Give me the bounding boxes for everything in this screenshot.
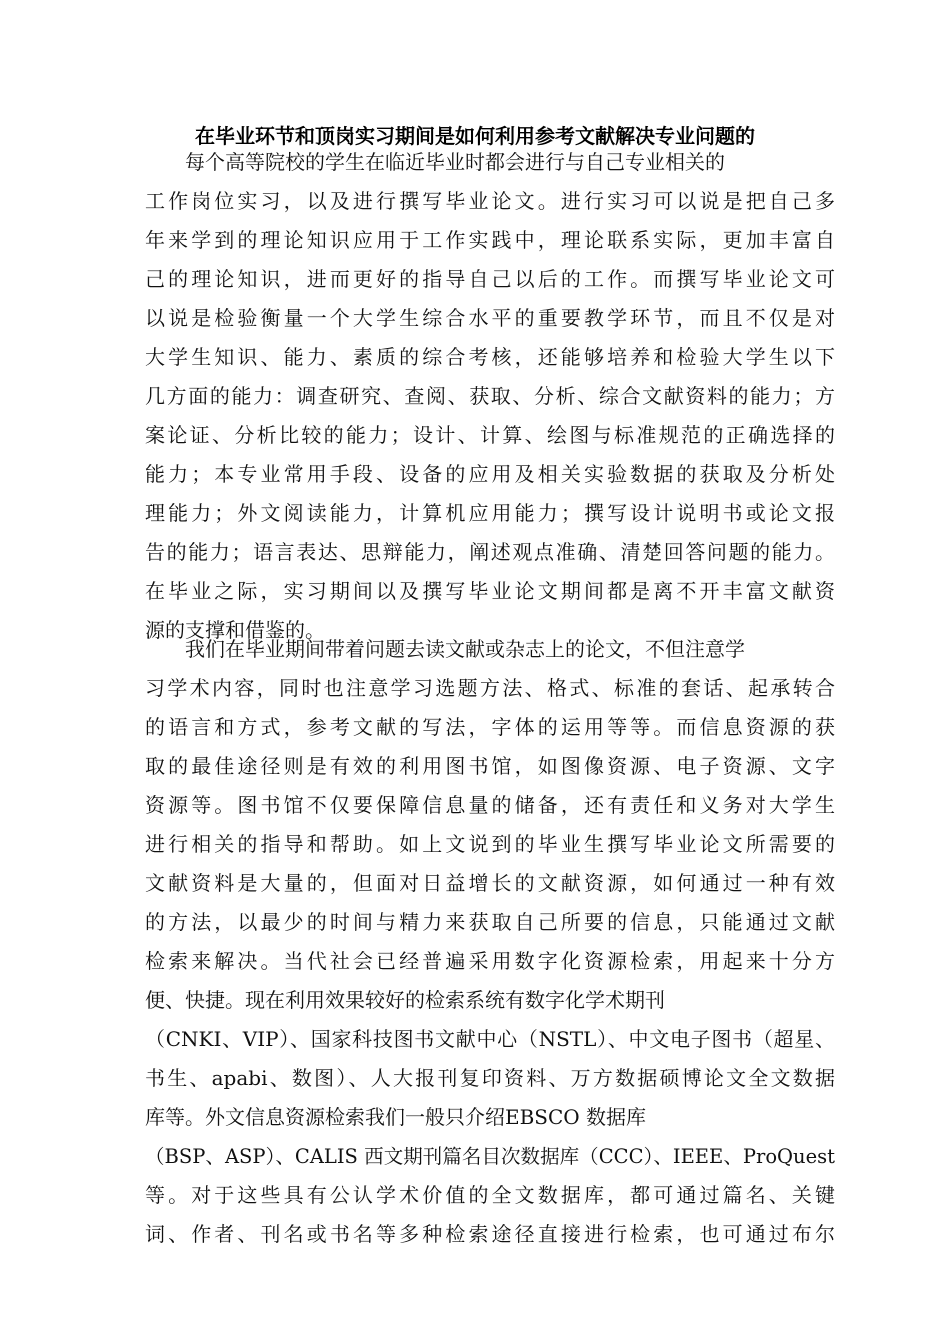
text-line: 库等。外文信息资源检索我们一般只介绍EBSCO 数据库	[145, 1105, 647, 1129]
paragraph-2	[145, 630, 835, 1254]
text-line: 取的最佳途径则是有效的利用图书馆，如图像资源、电子资源、文字	[145, 754, 835, 778]
text-line: 大学生知识、能力、素质的综合考核，还能够培养和检验大学生以下	[145, 345, 835, 369]
text-line: 的方法，以最少的时间与精力来获取自己所要的信息，只能通过文献	[145, 910, 835, 934]
text-line: 词、作者、刊名或书名等多种检索途径直接进行检索，也可通过布尔	[145, 1222, 835, 1246]
text-line: 每个高等院校的学生在临近毕业时都会进行与自己专业相关的	[185, 150, 725, 174]
text-line: 能力；本专业常用手段、设备的应用及相关实验数据的获取及分析处	[145, 462, 835, 486]
text-line: 以说是检验衡量一个大学生综合水平的重要教学环节，而且不仅是对	[145, 306, 835, 330]
text-line: 文献资料是大量的，但面对日益增长的文献资源，如何通过一种有效	[145, 871, 835, 895]
text-line: 在毕业之际，实习期间以及撰写毕业论文期间都是离不开丰富文献资	[145, 579, 835, 603]
text-line: 告的能力；语言表达、思辩能力，阐述观点准确、清楚回答问题的能力。	[145, 540, 835, 564]
text-line: 习学术内容，同时也注意学习选题方法、格式、标准的套话、起承转合	[145, 676, 835, 700]
text-line: 几方面的能力：调查研究、查阅、获取、分析、综合文献资料的能力；方	[145, 384, 835, 408]
text-line: （BSP、ASP）、CALIS 西文期刊篇名目次数据库（CCC）、IEEE、ProQuest	[145, 1145, 835, 1168]
text-line: 理能力；外文阅读能力，计算机应用能力；撰写设计说明书或论文报	[145, 501, 835, 525]
paragraph-1	[145, 143, 835, 650]
text-line: 等。对于这些具有公认学术价值的全文数据库，都可通过篇名、关键	[145, 1183, 835, 1207]
text-line: 工作岗位实习，以及进行撰写毕业论文。进行实习可以说是把自己多	[145, 189, 835, 213]
text-line: 检索来解决。当代社会已经普遍采用数字化资源检索，用起来十分方	[145, 949, 835, 973]
text-line: （CNKI、VIP）、国家科技图书文献中心（NSTL）、中文电子图书（超星、	[145, 1027, 835, 1051]
text-line: 便、快捷。现在利用效果较好的检索系统有数字化学术期刊	[145, 988, 665, 1012]
text-line: 案论证、分析比较的能力；设计、计算、绘图与标准规范的正确选择的	[145, 423, 835, 447]
text-line: 源的支撑和借鉴的。	[145, 618, 325, 642]
text-line: 的语言和方式，参考文献的写法，字体的运用等等。而信息资源的获	[145, 715, 835, 739]
text-line: 己的理论知识，进而更好的指导自己以后的工作。而撰写毕业论文可	[145, 267, 835, 291]
text-line: 书生、apabi、数图）、人大报刊复印资料、万方数据硕博论文全文数据	[145, 1066, 835, 1090]
text-line: 年来学到的理论知识应用于工作实践中，理论联系实际，更加丰富自	[145, 228, 835, 252]
text-line: 资源等。图书馆不仅要保障信息量的储备，还有责任和义务对大学生	[145, 793, 835, 817]
document-title: 在毕业环节和顶岗实习期间是如何利用参考文献解决专业问题的	[195, 124, 755, 148]
text-line: 进行相关的指导和帮助。如上文说到的毕业生撰写毕业论文所需要的	[145, 832, 835, 856]
text-line: 我们在毕业期间带着问题去读文献或杂志上的论文，不但注意学	[185, 637, 745, 661]
